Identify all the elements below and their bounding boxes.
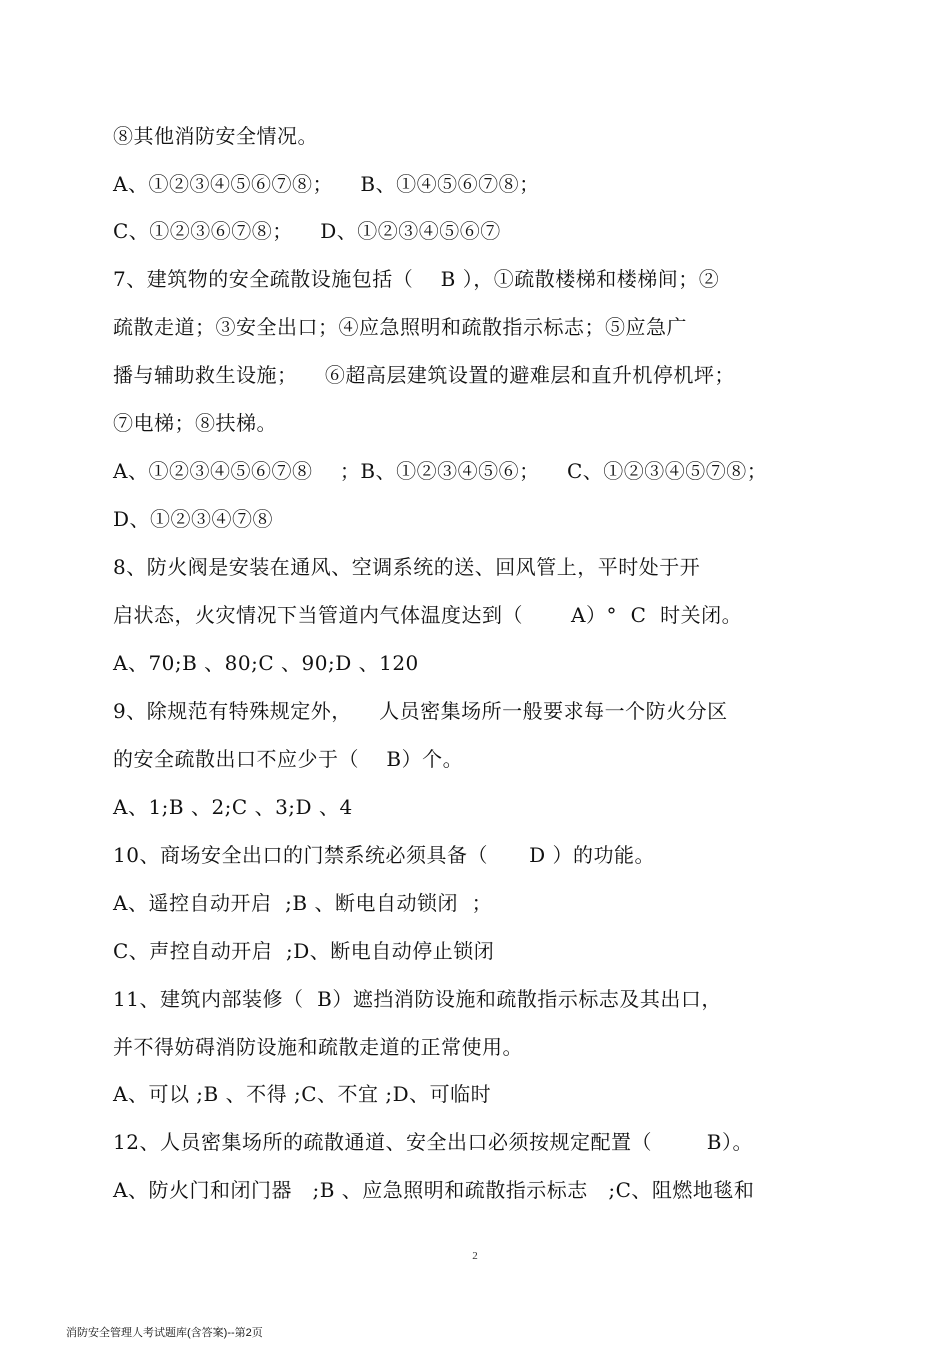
text-line: 11、建筑内部装修（ B）遮挡消防设施和疏散指示标志及其出口，: [113, 987, 722, 1011]
text-line: A、①②③④⑤⑥⑦⑧； B、①④⑤⑥⑦⑧；: [113, 172, 540, 196]
text-line: D、①②③④⑦⑧: [113, 507, 274, 531]
text-line: C、①②③⑥⑦⑧； D、①②③④⑤⑥⑦: [113, 219, 501, 243]
text-line: A、①②③④⑤⑥⑦⑧ ；B、①②③④⑤⑥； C、①②③④⑤⑦⑧；: [113, 459, 768, 483]
text-line: A、70;B 、80;C 、90;D 、120: [113, 651, 419, 675]
text-line: 12、人员密集场所的疏散通道、安全出口必须按规定配置（ B）。: [113, 1130, 754, 1154]
text-line: A、1;B 、2;C 、3;D 、4: [113, 795, 353, 819]
text-line: 并不得妨碍消防设施和疏散走道的正常使用。: [113, 1035, 523, 1059]
text-line: 疏散走道；③安全出口；④应急照明和疏散指示标志；⑤应急广: [113, 315, 687, 339]
page-footer: 消防安全管理人考试题库(含答案)--第2页: [66, 1327, 263, 1339]
text-line: 7、建筑物的安全疏散设施包括（ B ），①疏散楼梯和楼梯间；②: [113, 267, 720, 291]
text-line: 播与辅助救生设施； ⑥超高层建筑设置的避难层和直升机停机坪；: [113, 363, 735, 387]
text-line: ⑦电梯；⑧扶梯。: [113, 411, 277, 435]
text-line: A、防火门和闭门器 ;B 、应急照明和疏散指示标志 ;C、阻燃地毯和: [113, 1178, 755, 1202]
text-line: 8、防火阀是安装在通风、空调系统的送、回风管上，平时处于开: [113, 555, 701, 579]
text-line: 10、商场安全出口的门禁系统必须具备（ D ）的功能。: [113, 843, 655, 867]
text-line: A、遥控自动开启 ;B 、断电自动锁闭 ；: [113, 891, 493, 915]
text-line: C、声控自动开启 ;D、断电自动停止锁闭: [113, 939, 495, 963]
page-number: 2: [472, 1250, 478, 1262]
text-line: 9、除规范有特殊规定外， 人员密集场所一般要求每一个防火分区: [113, 699, 728, 723]
text-line: A、可以 ;B 、不得 ;C、不宜 ;D、可临时: [113, 1082, 492, 1106]
text-line: 的安全疏散出口不应少于（ B）个。: [113, 747, 464, 771]
text-line: 启状态，火灾情况下当管道内气体温度达到（ A）° C 时关闭。: [113, 603, 743, 627]
text-line: ⑧其他消防安全情况。: [113, 124, 318, 148]
